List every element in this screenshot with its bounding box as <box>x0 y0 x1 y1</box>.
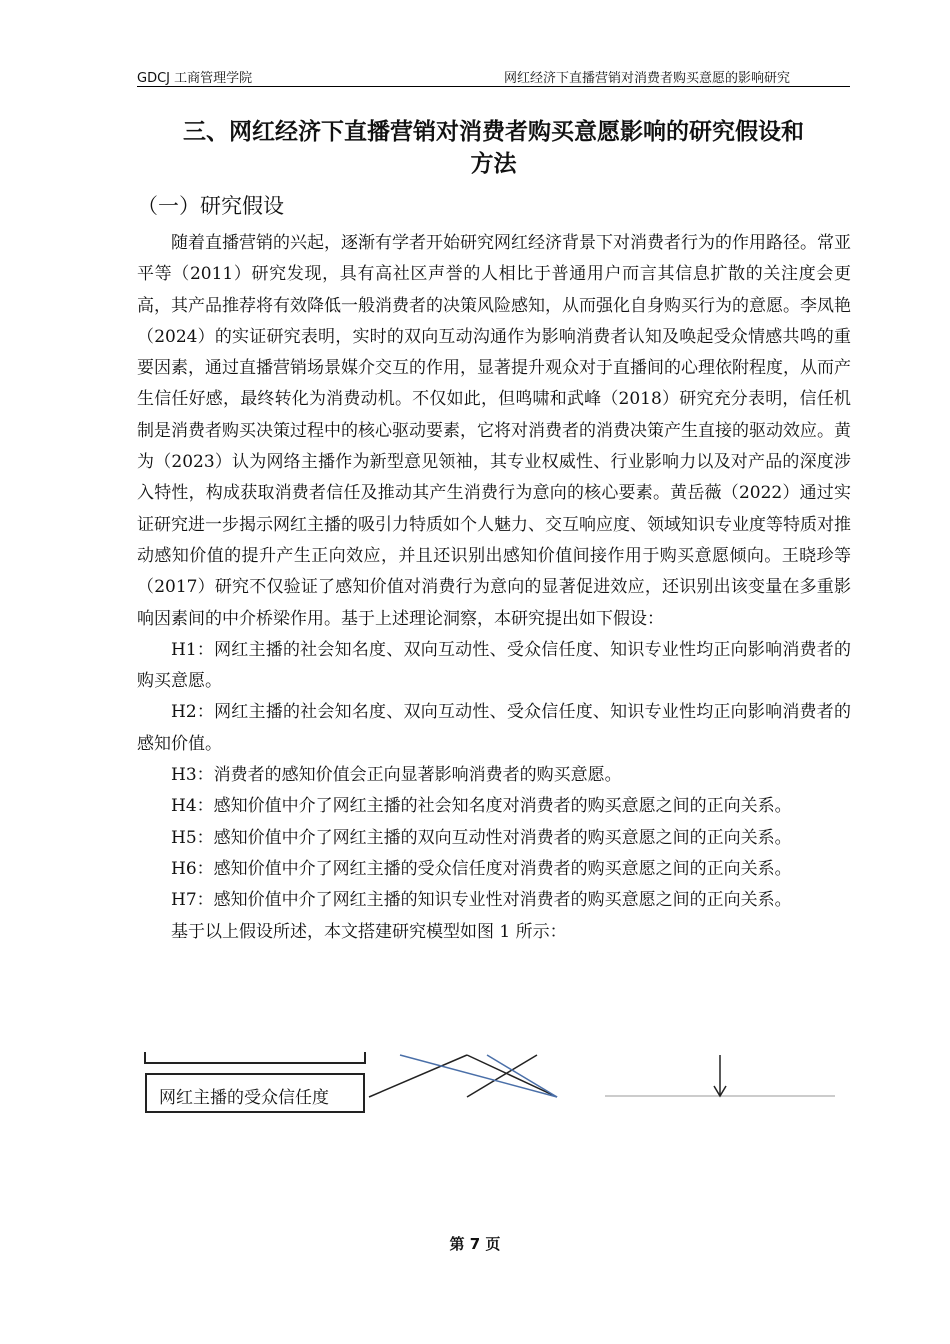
connector-blue-2 <box>487 1055 557 1097</box>
hypothesis-h1: H1：网红主播的社会知名度、双向互动性、受众信任度、知识专业性均正向影响消费者的购买意愿。 <box>137 639 851 692</box>
hypothesis-h4: H4：感知价值中介了网红主播的社会知名度对消费者的购买意愿之间的正向关系。 <box>171 796 792 817</box>
chapter-title-line2: 方法 <box>470 151 517 177</box>
chapter-title <box>137 116 850 180</box>
page-number: 第 7 页 <box>449 1235 501 1253</box>
hypothesis-h5: H5：感知价值中介了网红主播的双向互动性对消费者的购买意愿之间的正向关系。 <box>171 827 792 848</box>
hypothesis-h6: H6：感知价值中介了网红主播的受众信任度对消费者的购买意愿之间的正向关系。 <box>171 858 792 879</box>
header-left: GDCJ 工商管理学院 <box>137 71 253 86</box>
hypothesis-h3: H3：消费者的感知价值会正向显著影响消费者的购买意愿。 <box>171 765 622 786</box>
research-model-figure <box>137 1052 850 1108</box>
body-text <box>137 228 851 948</box>
hypothesis-h2: H2：网红主播的社会知名度、双向互动性、受众信任度、知识专业性均正向影响消费者的感知价值。 <box>137 702 851 754</box>
paragraph-intro: 随着直播营销的兴起，逐渐有学者开始研究网红经济背景下对消费者行为的作用路径。常亚平等（2011）研究发现，具有高社区声誉的人相比于普通用户而言其信息扩散的关注度会更高，其产品推荐将有效降低一般消费者的决策风险感知，从而强化自身购买行为的意愿。李凤艳（2024）的实证研究表明，实时的双向互动沟通作为影响消费者认知及唤起受众情感共鸣的重要因素，通过直播营销场景媒介交互的作用，显著提升观众对于直播间的心理依附程度，从而产生信任好感，最终转化为消费动机。不仅如此，但鸣啸和武峰（2018）研究充分表明，信任机制是消费者购买决策过程中的核心驱动要素，它将对消费者的消费决策产生直接的驱动效应。黄为（2023）认为网络主播作为新型意见领袖，其专业权威性、行业影响力以及对产品的深度涉入特性，构成获取消费者信任及推动其产生消费行为意向的核心要素。黄岳薇（2022）通过实证研究进一步揭示网红主播的吸引力特质如个人魅力、交互响应度、领域知识专业度等特质对推动感知价值的提升产生正向效应，并且还识别出感知价值间接作用于购买意愿倾向。王晓珍等（2017）研究不仅验证了感知价值对消费行为意向的显著促进效应，还识别出该变量在多重影响因素间的中介桥梁作用。基于上述理论洞察，本研究提出如下假设： <box>137 233 851 629</box>
paragraph-model-intro: 基于以上假设所述，本文搭建研究模型如图 1 所示： <box>171 921 567 942</box>
header-right: 网红经济下直播营销对消费者购买意愿的影响研究 <box>503 71 790 86</box>
connector-dark-1 <box>369 1055 467 1097</box>
figure-box-label: 网红主播的受众信任度 <box>159 1088 329 1108</box>
chapter-title-line1: 三、网红经济下直播营销对消费者购买意愿影响的研究假设和 <box>183 119 804 145</box>
figure-connector-lines <box>137 1052 850 1097</box>
hypothesis-h7: H7：感知价值中介了网红主播的知识专业性对消费者的购买意愿之间的正向关系。 <box>171 890 792 911</box>
page-header <box>137 66 850 87</box>
section-heading: （一）研究假设 <box>137 194 284 218</box>
